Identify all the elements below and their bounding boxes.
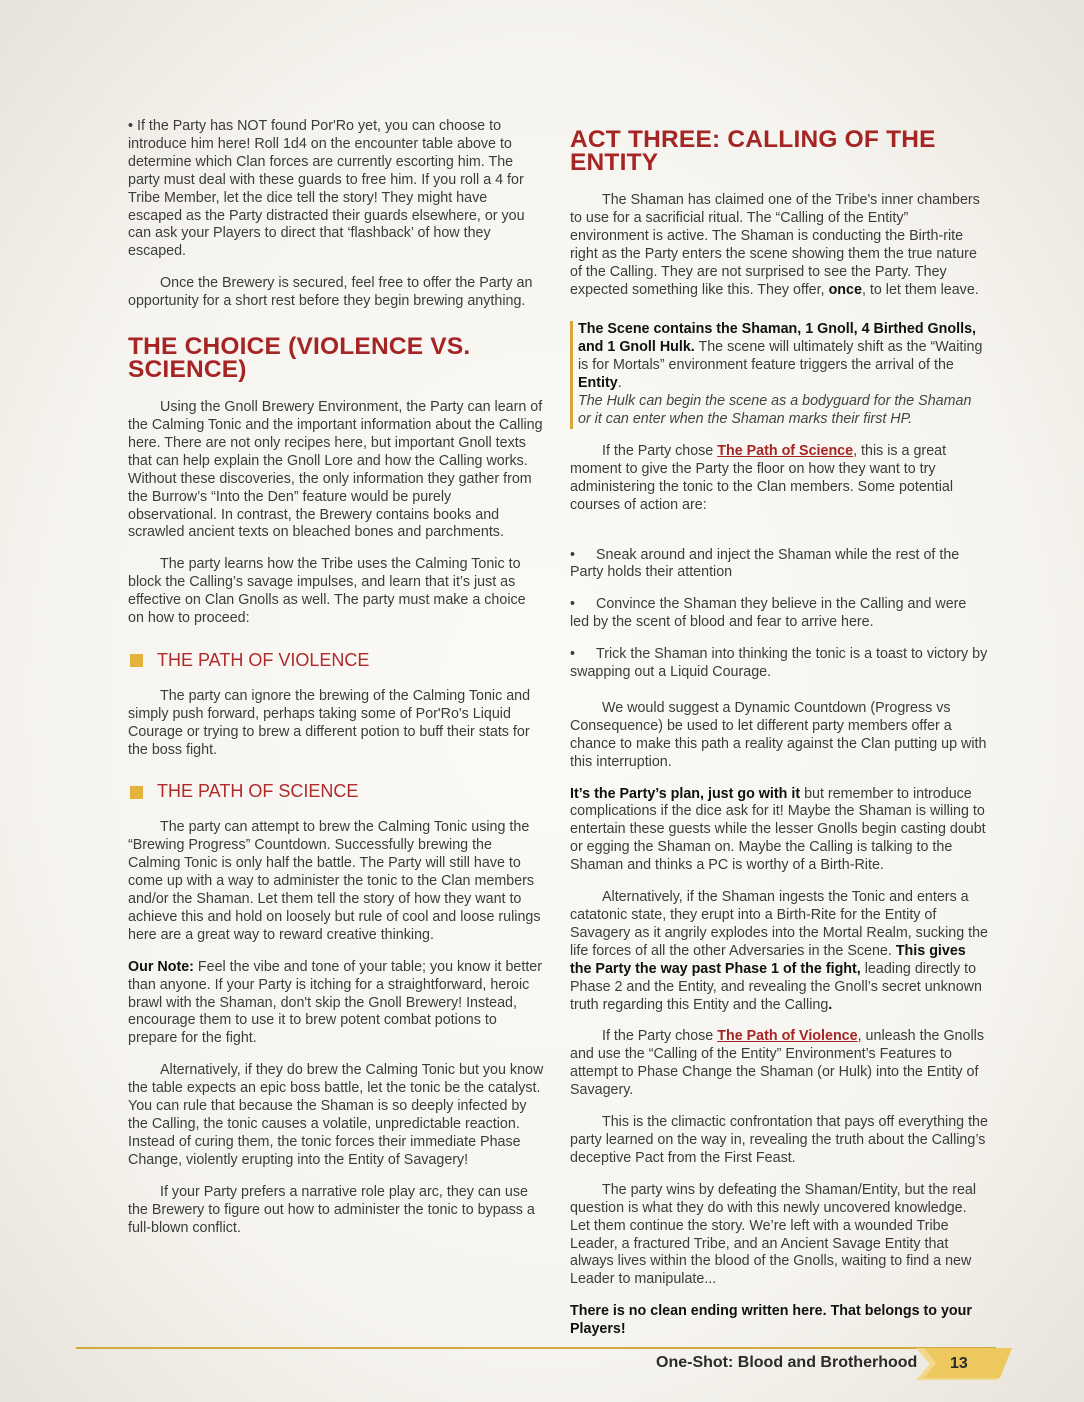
paragraph — [570, 889, 988, 1014]
bold-text: once — [828, 281, 862, 298]
list-item-text: Trick the Shaman into thinking the tonic is a toast to victory by swapping out a Liquid Courage. — [570, 646, 988, 681]
footer-title: One-Shot: Blood and Brotherhood — [656, 1354, 918, 1371]
scene-callout — [570, 321, 988, 428]
text: If the Party chose — [602, 442, 718, 459]
bold-text: It’s the Party’s plan, just go with it — [570, 785, 801, 802]
text: , to let them leave. — [861, 281, 979, 298]
subheading-text: THE PATH OF SCIENCE — [157, 781, 359, 802]
gold-square-icon — [130, 654, 143, 667]
right-column — [570, 128, 988, 1353]
paragraph: Once the Brewery is secured, feel free to offer the Party an opportunity for a short rest before they begin brewing anything. — [128, 275, 533, 310]
paragraph: If your Party prefers a narrative role play arc, they can use the Brewery to figure out how to administer the tonic to bypass a full-blown conflict. — [128, 1183, 535, 1236]
bold-text: Entity — [578, 375, 618, 392]
page-number: 13 — [950, 1355, 968, 1372]
list-item — [570, 646, 988, 682]
bullet-icon: • — [570, 546, 576, 563]
bullet-icon: • — [570, 646, 576, 663]
paragraph — [570, 192, 988, 299]
scene-description — [578, 321, 988, 393]
gold-square-icon — [130, 786, 143, 799]
scene-italic-note: The Hulk can begin the scene as a bodyguard for the Shaman or it can enter when the Shaman marks their first HP. — [578, 393, 972, 427]
paragraph: We would suggest a Dynamic Countdown (Progress vs Consequence) be used to let different party members offer a chance to make this path a reality against the Clan putting up with this interruption. — [570, 699, 987, 770]
path-of-science-link[interactable]: The Path of Science — [717, 442, 854, 459]
paragraph: The party can attempt to brew the Calming Tonic using the “Brewing Progress” Countdown. Successfully brewing the Calming Tonic is only half the battle. The Party will still have to come up with a way to administer the tonic to the Clan members and/or the Shaman. Let them tell the story of how they want to achieve this and hold on loosely but rule of cool and loose rulings here are a great way to reward creative thinking. — [128, 819, 541, 943]
text: If the Party chose — [602, 1028, 718, 1045]
paragraph — [570, 1028, 988, 1100]
paragraph: The party wins by defeating the Shaman/Entity, but the real question is what they do with this newly uncovered knowledge. Let them continue the story. We’re left with a wounded Tribe Leader, a fractured Tribe, and an Ancient Savage Entity that always lives within the blood of the Gnolls, waiting to find a new Leader to manipulate... — [570, 1181, 977, 1288]
subheading-path-of-violence — [128, 649, 544, 670]
list-item — [570, 547, 988, 583]
closing-statement — [570, 1303, 988, 1339]
paragraph — [570, 443, 988, 515]
path-of-violence-link[interactable]: The Path of Violence — [717, 1028, 858, 1045]
list-item — [570, 596, 988, 632]
note-text: Feel the vibe and tone of your table; you know it better than anyone. If your Party is itching for a straightforward, heroic brawl with the Shaman, don't skip the Gnoll Brewery! Instead, encourage them to use it to brew potent combat potions to prepare for the fight. — [128, 958, 543, 1047]
paragraph: The party learns how the Tribe uses the Calming Tonic to block the Calling’s savage impulses, and learn that it’s just as effective on Clan Gnolls as well. The party must make a choice on how to proceed: — [128, 556, 526, 627]
paragraph: This is the climactic confrontation that pays off everything the party learned on the way in, revealing the truth about the Calling’s deceptive Pact from the First Feast. — [570, 1114, 988, 1166]
list-item-text: Sneak around and inject the Shaman while the rest of the Party holds their attention — [570, 546, 960, 581]
paragraph: Using the Gnoll Brewery Environment, the Party can learn of the Calming Tonic and the important information about the Calling here. There are not only recipes here, but important Gnoll texts that can help explain the Gnoll Lore and how the Calling works. Without these discoveries, the only information they gather from the Burrow’s “Into the Den” feature would be purely observational. In contrast, the Brewery contains books and scrawled ancient texts on bleached bones and parchments. — [128, 399, 543, 541]
paragraph: The party can ignore the brewing of the Calming Tonic and simply push forward, perhaps taking some of Por'Ro's Liquid Courage or trying to brew a different potion to buff their stats for the boss fight. — [128, 687, 531, 758]
bullet-icon: • — [570, 596, 576, 613]
text: Alternatively, if the Shaman ingests the Tonic and enters a catatonic state, they erupt into a Birth-Rite for the Entity of Savagery as it angrily explodes into the Mortal Realm, sucking the life forces of all the other Adversaries in the Scene. — [570, 889, 988, 959]
text: , this is a great moment to give the Party the floor on how they want to try administering the tonic to the Clan members. Some potential courses of action are: — [570, 442, 954, 513]
text: . — [617, 375, 622, 392]
paragraph: • If the Party has NOT found Por'Ro yet, you can choose to introduce him here! Roll 1d4 on the encounter table above to determine which Clan forces are currently escorting him. The party must deal with these guards to free him. If you roll a 4 for Tribe Member, let the dice tell the story! They might have escaped as the Party distracted their guards elsewhere, or you can ask your Players to direct that ‘flashback’ of how they escaped. — [128, 118, 525, 260]
text: The Shaman has claimed one of the Tribe's inner chambers to use for a sacrificial ritual. The “Calling of the Entity” environment is active. The Shaman is conducting the Birth-rite right as the Party enters the scene showing them the true nature of the Calling. They are not surprised to see the Party. They expected something like this. They offer, — [570, 192, 980, 298]
paragraph — [570, 786, 988, 876]
text: leading directly to Phase 2 and the Entity, and revealing the Gnoll’s secret unknown truth regarding this Entity and the Calling — [570, 960, 982, 1013]
note-label: Our Note: — [128, 958, 194, 975]
bold-text: This gives the Party the way past Phase 1 of the fight, — [570, 942, 966, 977]
section-heading-act-three: ACT THREE: CALLING OF THE ENTITY — [570, 126, 936, 176]
subheading-text: THE PATH OF VIOLENCE — [157, 649, 370, 670]
text: The scene will ultimately shift as the “Waiting is for Mortals” environment feature triggers the arrival of the — [578, 339, 983, 374]
footer-rule — [76, 1347, 996, 1349]
bold-text: . — [828, 996, 833, 1013]
subheading-path-of-science — [128, 783, 544, 801]
bold-text: The Scene contains the Shaman, 1 Gnoll, 4 Birthed Gnolls, and 1 Gnoll Hulk. — [578, 321, 977, 356]
list-item-text: Convince the Shaman they believe in the Calling and were led by the scent of blood and fear to arrive here. — [570, 596, 967, 631]
left-column — [128, 118, 544, 1251]
text: , unleash the Gnolls and use the “Calling of the Entity” Environment’s Features to attempt to Phase Change the Shaman (or Hulk) into the Entity of Savagery. — [570, 1028, 984, 1099]
section-heading-choice: THE CHOICE (VIOLENCE VS. SCIENCE) — [128, 333, 471, 384]
text: but remember to introduce complications if the dice ask for it! Maybe the Shaman is willing to entertain these guests while the lesser Gnolls begin casting doubt or egging the Shaman on. Maybe the Calling is talking to the Shaman and thinks a PC is worthy of a Birth-Rite. — [570, 785, 986, 874]
paragraph: Alternatively, if they do brew the Calming Tonic but you know the table expects an epic boss battle, let the tonic be the catalyst. You can rule that because the Shaman is so deeply infected by the Calling, the tonic causes a volatile, unpredictable reaction. Instead of curing them, the tonic forces their immediate Phase Change, violently erupting into the Entity of Savagery! — [128, 1062, 544, 1168]
bold-text: There is no clean ending written here. That belongs to your Players! — [570, 1303, 972, 1338]
our-note — [128, 959, 544, 1049]
